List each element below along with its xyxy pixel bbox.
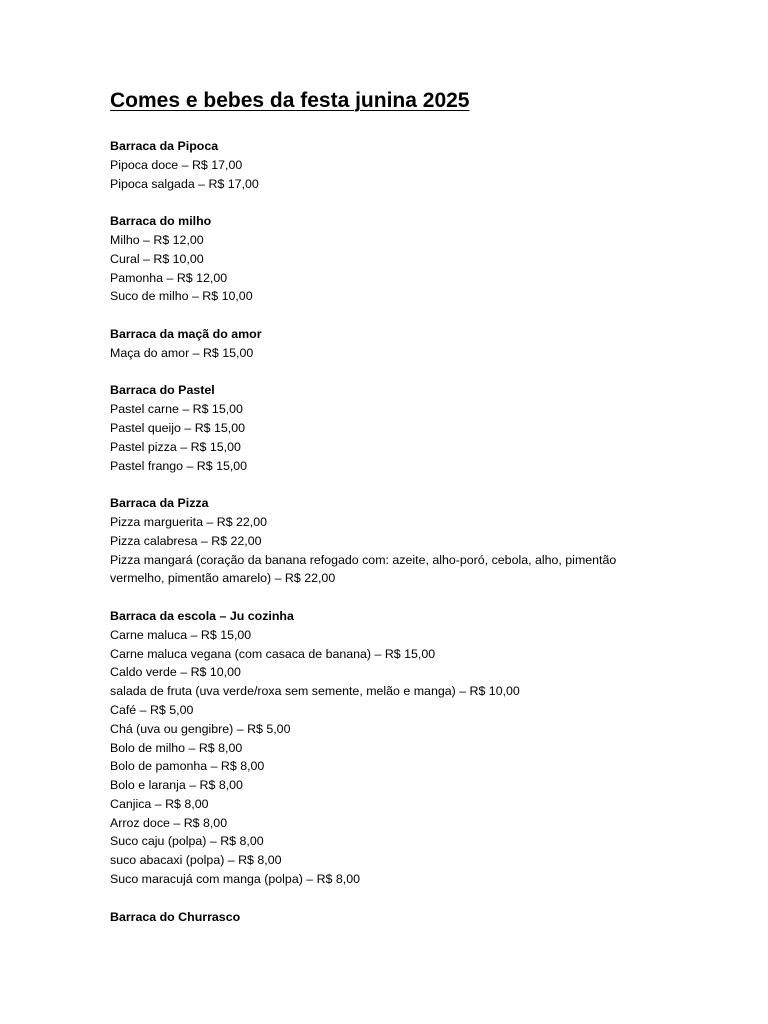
menu-item: Suco maracujá com manga (polpa) – R$ 8,00 (110, 872, 361, 887)
section-header: Barraca do Pastel (110, 383, 215, 398)
page-title: Comes e bebes da festa junina 2025 (110, 89, 470, 112)
menu-section (110, 607, 670, 889)
menu-section (110, 325, 670, 363)
menu-item-list (110, 400, 670, 475)
menu-item: suco abacaxi (polpa) – R$ 8,00 (110, 853, 282, 868)
menu-item-list (110, 156, 670, 194)
menu-item: Bolo de pamonha – R$ 8,00 (110, 759, 265, 774)
menu-item-list (110, 231, 670, 306)
menu-item: salada de fruta (uva verde/roxa sem semente, melão e manga) – R$ 10,00 (110, 684, 520, 699)
menu-item: Carne maluca vegana (com casaca de banana) – R$ 15,00 (110, 646, 436, 661)
menu-item: Pizza marguerita – R$ 22,00 (110, 514, 268, 529)
menu-item: Pastel queijo – R$ 15,00 (110, 420, 246, 435)
menu-item: Bolo de milho – R$ 8,00 (110, 740, 243, 755)
menu-item: Pizza calabresa – R$ 22,00 (110, 533, 262, 548)
menu-item: Canjica – R$ 8,00 (110, 796, 209, 811)
menu-item: Arroz doce – R$ 8,00 (110, 815, 228, 830)
menu-item: Pipoca doce – R$ 17,00 (110, 157, 243, 172)
menu-item: Pastel carne – R$ 15,00 (110, 402, 243, 417)
menu-item: Suco de milho – R$ 10,00 (110, 289, 253, 304)
menu-item: Pastel frango – R$ 15,00 (110, 458, 248, 473)
menu-item: Milho – R$ 12,00 (110, 232, 204, 247)
menu-section (110, 381, 670, 475)
menu-item-list (110, 626, 670, 889)
menu-item: Pamonha – R$ 12,00 (110, 270, 228, 285)
section-header: Barraca da maçã do amor (110, 326, 262, 341)
section-header: Barraca do Churrasco (110, 909, 241, 924)
section-header: Barraca do milho (110, 214, 212, 229)
menu-sections (110, 137, 670, 945)
menu-item: Suco caju (polpa) – R$ 8,00 (110, 834, 264, 849)
section-header: Barraca da Pipoca (110, 139, 219, 153)
menu-item: Pizza mangará (coração da banana refogado com: azeite, alho-poró, cebola, alho, pimentão vermelho, pimentão amarelo) – R$ 22,00 (110, 552, 617, 586)
menu-item: Chá (uva ou gengibre) – R$ 5,00 (110, 721, 291, 736)
menu-section (110, 212, 670, 306)
menu-item: Pipoca salgada – R$ 17,00 (110, 176, 259, 191)
menu-item: Maça do amor – R$ 15,00 (110, 345, 254, 360)
menu-item: Cural – R$ 10,00 (110, 251, 204, 266)
section-header: Barraca da escola – Ju cozinha (110, 608, 294, 623)
menu-section (110, 908, 670, 927)
menu-section (110, 494, 670, 588)
menu-item: Caldo verde – R$ 10,00 (110, 665, 241, 680)
menu-item: Carne maluca – R$ 15,00 (110, 627, 252, 642)
menu-item: Café – R$ 5,00 (110, 702, 194, 717)
menu-item: Pastel pizza – R$ 15,00 (110, 439, 241, 454)
menu-item: Bolo e laranja – R$ 8,00 (110, 778, 243, 793)
menu-section (110, 137, 670, 193)
menu-item-list (110, 513, 670, 588)
menu-item-list (110, 344, 670, 363)
section-header: Barraca da Pizza (110, 496, 209, 511)
